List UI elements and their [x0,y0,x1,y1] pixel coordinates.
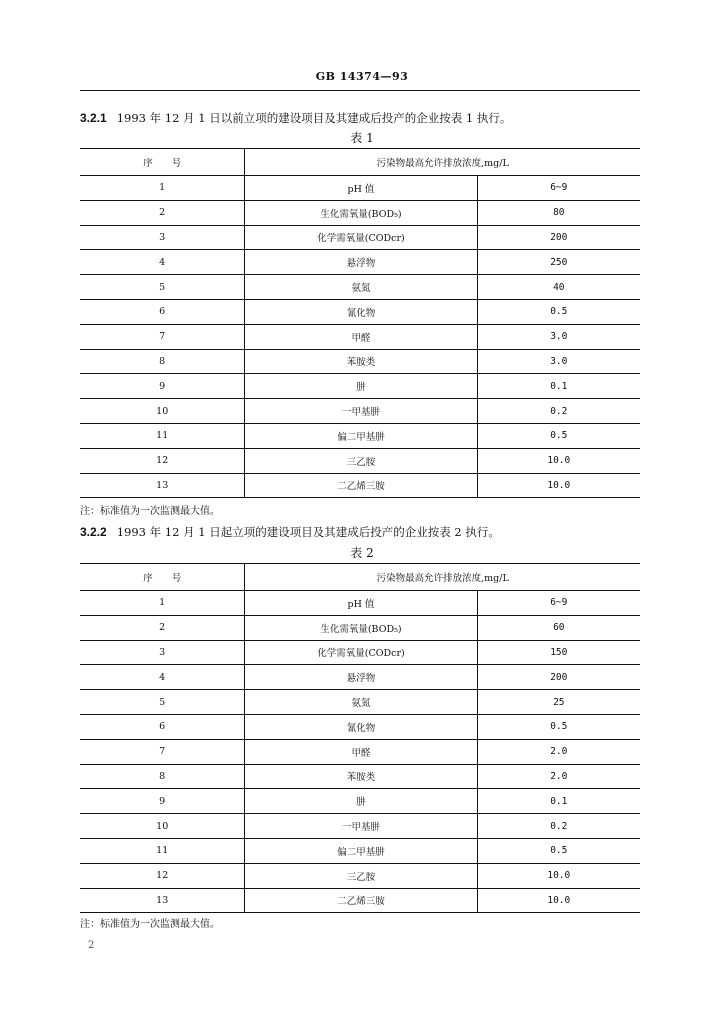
limit-value: 3.0 [477,324,640,349]
row-number: 6 [80,299,245,324]
pollutant-name: 甲醛 [245,324,477,349]
clause-number: 3.2.2 [80,525,107,539]
pollutant-name: 生化需氧量(BOD₅) [245,200,477,225]
limit-value: 0.5 [477,714,640,739]
pollutant-name: 三乙胺 [245,448,477,473]
table-row [80,789,640,814]
row-number: 5 [80,690,245,715]
limit-value: 150 [477,640,640,665]
limit-value: 200 [477,225,640,250]
pollutant-name: 二乙烯三胺 [245,888,477,913]
row-number: 11 [80,423,245,448]
pollutant-name: 化学需氧量(CODcr) [245,225,477,250]
table-row [80,665,640,690]
table-row [80,690,640,715]
clause-text: 1993 年 12 月 1 日起立项的建设项目及其建成后投产的企业按表 2 执行。 [116,525,500,539]
row-number: 5 [80,275,245,300]
header-max-concentration: 污染物最高允许排放浓度,mg/L [245,564,640,591]
row-number: 3 [80,640,245,665]
table-row [80,714,640,739]
limit-value: 10.0 [477,473,640,498]
row-number: 2 [80,200,245,225]
pollutant-name: 一甲基肼 [245,814,477,839]
table-row [80,764,640,789]
standard-code-header: GB 14374—93 [315,70,409,83]
table-row [80,473,640,498]
table-1-note: 注：标准值为一次监测最大值。 [80,506,220,517]
table-row [80,374,640,399]
clause-number: 3.2.1 [80,111,107,125]
table-2 [80,563,640,913]
row-number: 7 [80,324,245,349]
table-1-caption: 表 1 [350,131,374,145]
header-serial-number: 序 号 [80,564,245,591]
limit-value: 0.2 [477,814,640,839]
pollutant-name: 化学需氧量(CODcr) [245,640,477,665]
pollutant-name: 氨氮 [245,690,477,715]
row-number: 1 [80,176,245,201]
pollutant-name: 偏二甲基肼 [245,838,477,863]
table-row [80,176,640,201]
row-number: 6 [80,714,245,739]
table-row [80,814,640,839]
table-row [80,225,640,250]
row-number: 7 [80,739,245,764]
pollutant-name: 肼 [245,374,477,399]
limit-value: 10.0 [477,448,640,473]
limit-value: 0.1 [477,789,640,814]
row-number: 10 [80,814,245,839]
table-row [80,299,640,324]
header-serial-number: 序 号 [80,149,245,176]
row-number: 8 [80,764,245,789]
table-2-caption: 表 2 [350,546,374,560]
limit-value: 6~9 [477,176,640,201]
table-row [80,200,640,225]
limit-value: 25 [477,690,640,715]
pollutant-name: 氰化物 [245,714,477,739]
row-number: 9 [80,789,245,814]
pollutant-name: 甲醛 [245,739,477,764]
row-number: 13 [80,473,245,498]
row-number: 4 [80,250,245,275]
row-number: 3 [80,225,245,250]
pollutant-name: pH 值 [245,591,477,616]
limit-value: 2.0 [477,739,640,764]
clause-3-2-2 [80,524,650,540]
limit-value: 10.0 [477,888,640,913]
limit-value: 3.0 [477,349,640,374]
pollutant-name: 生化需氧量(BOD₅) [245,615,477,640]
header-max-concentration: 污染物最高允许排放浓度,mg/L [245,149,640,176]
row-number: 4 [80,665,245,690]
pollutant-name: 氨氮 [245,275,477,300]
table-row [80,324,640,349]
clause-text: 1993 年 12 月 1 日以前立项的建设项目及其建成后投产的企业按表 1 执行。 [116,111,512,125]
pollutant-name: 偏二甲基肼 [245,423,477,448]
table-row [80,250,640,275]
limit-value: 6~9 [477,591,640,616]
limit-value: 60 [477,615,640,640]
table-row [80,888,640,913]
row-number: 8 [80,349,245,374]
table-row [80,399,640,424]
row-number: 10 [80,399,245,424]
pollutant-name: 苯胺类 [245,349,477,374]
row-number: 11 [80,838,245,863]
limit-value: 0.5 [477,838,640,863]
limit-value: 40 [477,275,640,300]
table-2-note: 注：标准值为一次监测最大值。 [80,919,220,930]
header-rule [80,90,640,91]
row-number: 2 [80,615,245,640]
limit-value: 10.0 [477,863,640,888]
table-row [80,739,640,764]
pollutant-name: 二乙烯三胺 [245,473,477,498]
row-number: 9 [80,374,245,399]
pollutant-name: 苯胺类 [245,764,477,789]
limit-value: 80 [477,200,640,225]
page-number: 2 [88,940,95,951]
pollutant-name: 氰化物 [245,299,477,324]
row-number: 13 [80,888,245,913]
pollutant-name: 肼 [245,789,477,814]
pollutant-name: 悬浮物 [245,665,477,690]
limit-value: 0.5 [477,299,640,324]
limit-value: 0.1 [477,374,640,399]
table-1 [80,148,640,498]
limit-value: 0.2 [477,399,640,424]
table-row [80,863,640,888]
table-row [80,591,640,616]
clause-3-2-1 [80,110,650,126]
limit-value: 0.5 [477,423,640,448]
table-row [80,448,640,473]
row-number: 12 [80,448,245,473]
limit-value: 200 [477,665,640,690]
pollutant-name: pH 值 [245,176,477,201]
table-row [80,423,640,448]
table-row [80,615,640,640]
limit-value: 2.0 [477,764,640,789]
limit-value: 250 [477,250,640,275]
pollutant-name: 一甲基肼 [245,399,477,424]
pollutant-name: 悬浮物 [245,250,477,275]
table-row [80,640,640,665]
row-number: 12 [80,863,245,888]
table-row [80,838,640,863]
table-row [80,275,640,300]
row-number: 1 [80,591,245,616]
table-row [80,349,640,374]
pollutant-name: 三乙胺 [245,863,477,888]
